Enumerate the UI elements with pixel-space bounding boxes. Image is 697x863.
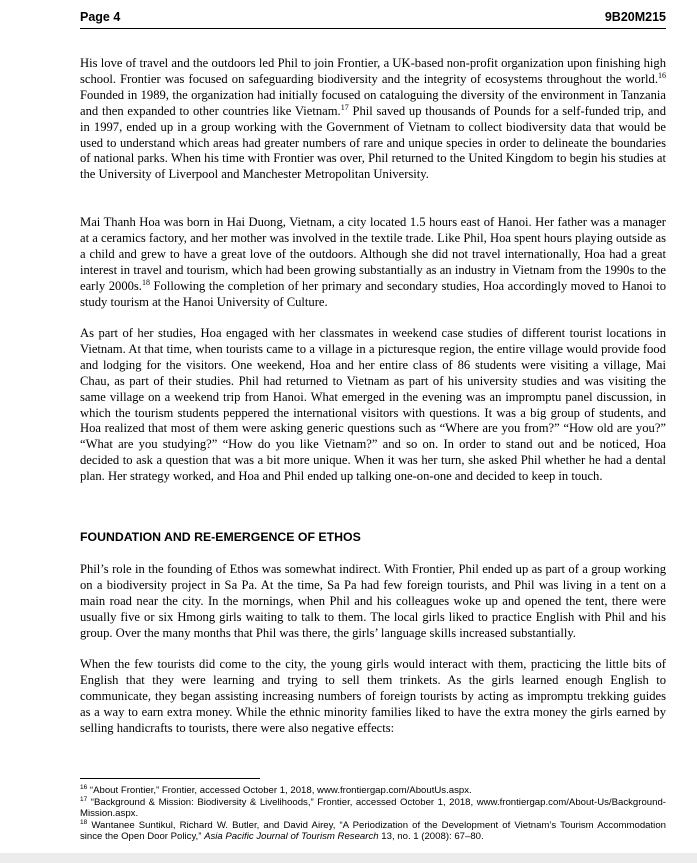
paragraph-meeting (80, 326, 666, 485)
paragraph-founding (80, 562, 666, 642)
footnote-number: 18 (80, 818, 88, 826)
text-run: As part of her studies, Hoa engaged with her classmates in weekend case studies of different tourist locations in Vietnam. At that time, when tourists came to a village in a picturesque region, the entire village would provide food and lodging for the visitors. One weekend, Hoa and her entire class of 86 students were visiting a village, Mai Chau, as part of their studies. Phil had returned to Vietnam as part of his university studies and was visiting the same village on a weekend trip from Hanoi. What emerged in the evening was an impromptu panel discussion, in which the tourism students peppered the international visitors with questions. It was a big group of students, and Hoa realized that most of them were asking generic questions such as “Where are you from?” “How old are you?” “What are you studying?” “How do you like Vietnam?” and so on. In order to stand out and be noticed, Hoa decided to ask a question that was a bit more unique. When it was her turn, she asked Phil whether he had a dental plan. Her strategy worked, and Hoa and Phil ended up talking one-on-one and decided to keep in touch. (80, 326, 666, 484)
paragraph-frontier (80, 56, 666, 183)
footnote-divider (80, 778, 260, 779)
paragraph-hoa-background (80, 215, 666, 310)
text-run: Founded in 1989, the organization had initially focused on cataloguing the diversity of the environment in Tanzania and then expanded to other countries like Vietnam. (80, 87, 666, 118)
page-bottom-edge (0, 853, 697, 863)
footnote-number: 16 (80, 783, 88, 791)
text-run: Phil saved up thousands of Pounds for a self-funded trip, and in 1997, ended up in a group working with the Government of Vietnam to collect biodiversity data that would be used to understand which areas had greater numbers of rare and unique species in order to delineate the boundaries of national parks. When his time with Frontier was over, Phil returned to the United Kingdom to begin his studies at the University of Liverpool and Manchester Metropolitan University. (80, 103, 666, 182)
footnote-ref-18: 18 (141, 277, 150, 287)
footnote-ref-16: 16 (658, 70, 666, 80)
text-run: Wantanee Suntikul, Richard W. Butler, and David Airey, “A Periodization of the Development of Vietnam’s Tourism Accommodation since the Open Door Policy,” (80, 819, 666, 843)
case-code: 9B20M215 (604, 10, 666, 24)
footnote-16 (80, 785, 666, 797)
section-heading: FOUNDATION AND RE-EMERGENCE OF ETHOS (80, 530, 361, 544)
text-run: Phil’s role in the founding of Ethos was somewhat indirect. With Frontier, Phil ended up as part of a group working on a biodiversity project in Sa Pa. At the time, Sa Pa had few foreign tourists, and Phil was living in a tent on a main road near the city. In the mornings, when Phil and his colleagues woke up and opened the tent, there were usually five or six Hmong girls waiting to talk to them. The local girls liked to practice English with Phil and his group. Over the many months that Phil was there, the girls’ language skills increased substantially. (80, 562, 666, 640)
page-header (80, 10, 666, 29)
text-run: His love of travel and the outdoors led Phil to join Frontier, a UK-based non-profit organization upon finishing high school. Frontier was focused on safeguarding biodiversity and the integrity of ecosystems throughout the world. (80, 56, 666, 86)
text-run: Mai Thanh Hoa was born in Hai Duong, Vietnam, a city located 1.5 hours east of Hanoi. Her father was a manager at a ceramics factory, and her mother was involved in the textile trade. Like Phil, Hoa spent hours playing outside as a child and grew to have a great love of the outdoors. Although she did not travel internationally, Hoa had a great interest in travel and tourism, which had been growing substantially as an industry in Vietnam from the 1990s to the early 2000s. (80, 215, 666, 293)
footnote-17 (80, 797, 666, 820)
page-number: Page 4 (80, 10, 121, 24)
paragraph-trekking (80, 657, 666, 737)
footnote-number: 17 (80, 795, 88, 803)
text-run: 13, no. 1 (2008): 67–80. (378, 831, 484, 843)
journal-title: Asia Pacific Journal of Tourism Research (204, 831, 379, 843)
text-run: “About Frontier,” Frontier, accessed October 1, 2018, www.frontiergap.com/AboutUs.aspx. (87, 785, 472, 796)
footnotes (80, 785, 666, 843)
text-run: When the few tourists did come to the city, the young girls would interact with them, practicing the little bits of English that they were learning and trying to sell them trinkets. As the girls learned enough English to communicate, they began assisting increasing numbers of foreign tourists by acting as impromptu trekking guides as a way to earn extra money. While the ethnic minority families liked to have the extra money the girls earned by selling handicrafts to tourists, there were also negative effects: (80, 657, 666, 735)
text-run: Following the completion of her primary and secondary studies, Hoa accordingly moved to Hanoi to study tourism at the Hanoi University of Culture. (80, 278, 666, 309)
footnote-ref-17: 17 (340, 102, 349, 112)
footnote-18 (80, 820, 666, 843)
text-run: “Background & Mission: Biodiversity & Livelihoods,” Frontier, accessed October 1, 2018, www.frontiergap.com/About-Us/Background-Mission.aspx. (80, 796, 666, 820)
